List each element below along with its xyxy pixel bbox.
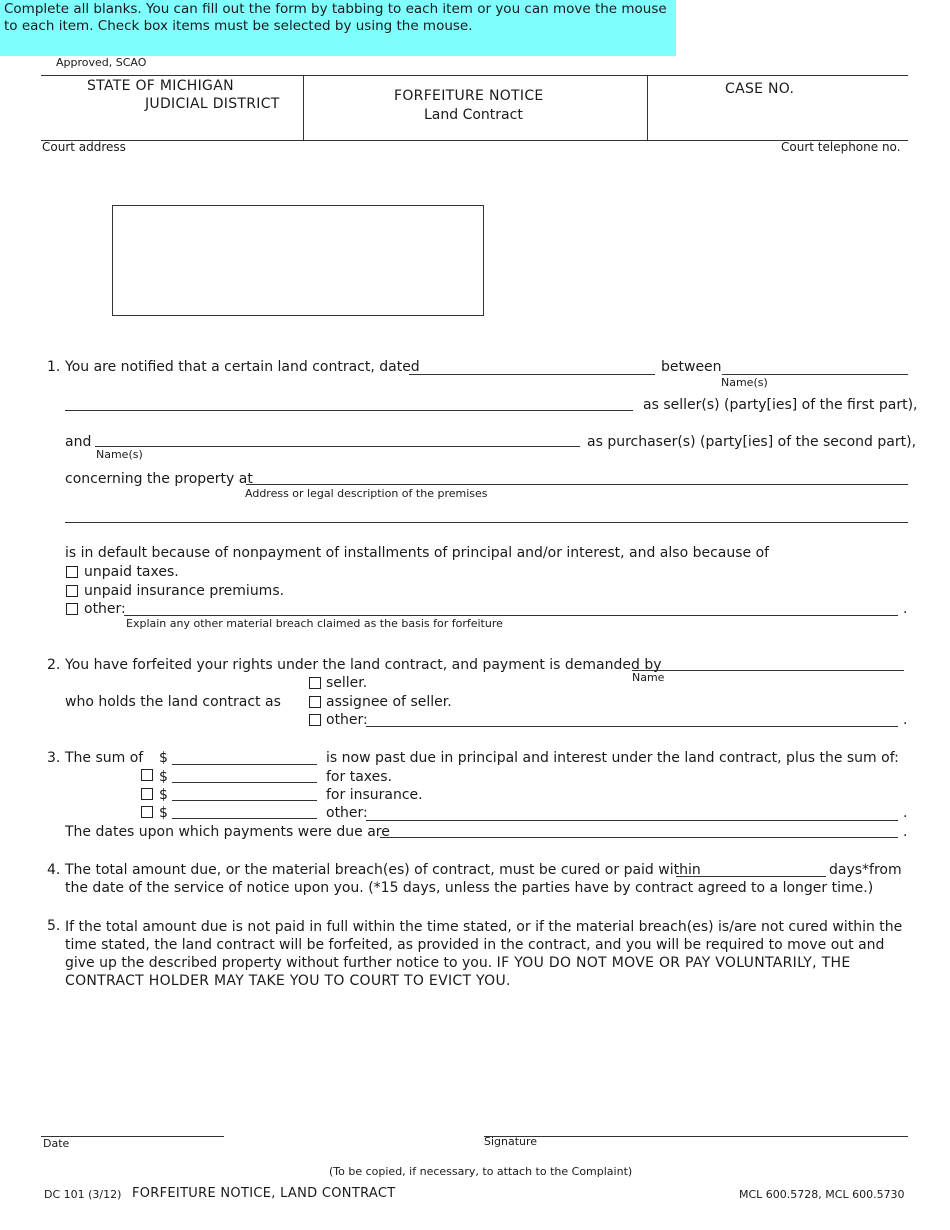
- approved-label: Approved, SCAO: [56, 56, 147, 69]
- for-insurance-label: for insurance.: [326, 787, 423, 803]
- instruction-banner: Complete all blanks. You can fill out the form by tabbing to each item or you can move the mouse to each item. Check box items must be selected by using the mouse.: [0, 0, 676, 56]
- holder-other-label: other:: [326, 712, 368, 728]
- district-label: JUDICIAL DISTRICT: [145, 96, 280, 112]
- other-breach-period: .: [903, 601, 908, 617]
- item2-text: You have forfeited your rights under the land contract, and payment is demanded by: [65, 657, 662, 673]
- default-text: is in default because of nonpayment of installments of principal and/or interest, and also because of: [65, 545, 770, 561]
- taxes-checkbox[interactable]: [141, 769, 153, 781]
- form-subtitle: Land Contract: [424, 107, 523, 123]
- other-amount-checkbox[interactable]: [141, 806, 153, 818]
- dollar-sign-2: $: [159, 769, 168, 785]
- seller-names-field-1[interactable]: [722, 358, 908, 375]
- property-address-field-2[interactable]: [65, 506, 908, 523]
- item1-number: 1.: [47, 359, 61, 375]
- holds-label: who holds the land contract as: [65, 694, 281, 710]
- other-amount-period: .: [903, 805, 908, 821]
- contract-date-field[interactable]: [409, 358, 655, 375]
- holder-assignee-checkbox[interactable]: [309, 696, 321, 708]
- names-caption-2: Name(s): [96, 448, 143, 461]
- unpaid-taxes-label: unpaid taxes.: [84, 564, 179, 580]
- unpaid-insurance-label: unpaid insurance premiums.: [84, 583, 285, 599]
- names-caption-1: Name(s): [721, 376, 768, 389]
- header-divider-left: [303, 75, 304, 140]
- other-breach-field[interactable]: [124, 599, 898, 616]
- unpaid-insurance-checkbox[interactable]: [66, 585, 78, 597]
- taxes-amount-field[interactable]: [172, 766, 317, 783]
- item5-number: 5.: [47, 918, 61, 934]
- signature-line[interactable]: [484, 1136, 908, 1137]
- dates-due-period: .: [903, 824, 908, 840]
- between-label: between: [661, 359, 722, 375]
- item4-text: The total amount due, or the material breach(es) of contract, must be cured or paid within: [65, 862, 701, 878]
- holder-other-period: .: [903, 712, 908, 728]
- dates-due-field[interactable]: [380, 821, 898, 838]
- insurance-amount-field[interactable]: [172, 784, 317, 801]
- property-address-field-1[interactable]: [246, 468, 908, 485]
- purchaser-label: as purchaser(s) (party[ies] of the second part),: [587, 434, 917, 450]
- court-phone-label: Court telephone no.: [781, 140, 901, 154]
- case-no-label: CASE NO.: [725, 81, 795, 97]
- seller-label: as seller(s) (party[ies] of the first part),: [643, 397, 918, 413]
- item5-warning: IF YOU DO NOT MOVE OR PAY VOLUNTARILY, THE CONTRACT HOLDER MAY TAKE YOU TO COURT TO EVICT YOU.: [65, 955, 851, 989]
- item4-line2: the date of the service of notice upon you. (*15 days, unless the parties have by contract agreed to a longer time.): [65, 880, 874, 896]
- header-bottom-rule: [41, 140, 908, 141]
- footer-form-title: FORFEITURE NOTICE, LAND CONTRACT: [132, 1186, 396, 1201]
- item5-text: If the total amount due is not paid in full within the time stated, or if the material breach(es) is/are not cured within the time stated, the land contract will be forfeited, as provided in the contract, and you will be required to move out and give up the described property without further notice to you.: [65, 919, 903, 971]
- dates-due-label: The dates upon which payments were due are: [65, 824, 390, 840]
- copy-note: (To be copied, if necessary, to attach to the Complaint): [329, 1165, 633, 1178]
- for-taxes-label: for taxes.: [326, 769, 392, 785]
- insurance-checkbox[interactable]: [141, 788, 153, 800]
- date-label: Date: [43, 1137, 70, 1150]
- principal-amount-field[interactable]: [172, 748, 317, 765]
- address-caption: Address or legal description of the premises: [245, 487, 488, 500]
- explain-caption: Explain any other material breach claimed as the basis for forfeiture: [126, 617, 503, 630]
- seller-names-field-2[interactable]: [65, 394, 633, 411]
- holder-seller-label: seller.: [326, 675, 368, 691]
- sum-of-label: The sum of: [65, 750, 144, 766]
- holder-assignee-label: assignee of seller.: [326, 694, 452, 710]
- and-label: and: [65, 434, 92, 450]
- other-amount-label: other:: [326, 805, 368, 821]
- other-amount-description-field[interactable]: [366, 804, 898, 821]
- item4-number: 4.: [47, 862, 61, 878]
- days-label: days*from: [829, 862, 902, 878]
- mcl-citation: MCL 600.5728, MCL 600.5730: [739, 1188, 905, 1201]
- item1-intro: You are notified that a certain land contract, dated: [65, 359, 420, 375]
- demanded-by-field[interactable]: [632, 654, 904, 671]
- dollar-sign-3: $: [159, 787, 168, 803]
- item2-number: 2.: [47, 657, 61, 673]
- name-caption: Name: [632, 671, 665, 684]
- other-amount-field[interactable]: [172, 802, 317, 819]
- form-id: DC 101 (3/12): [44, 1188, 122, 1201]
- header-top-rule: [41, 75, 908, 76]
- holder-other-field[interactable]: [366, 710, 898, 727]
- item5-paragraph: [65, 918, 910, 990]
- purchaser-names-field[interactable]: [95, 430, 580, 447]
- signature-label: Signature: [484, 1135, 538, 1148]
- holder-seller-checkbox[interactable]: [309, 677, 321, 689]
- form-title: FORFEITURE NOTICE: [394, 88, 544, 104]
- concerning-label: concerning the property at: [65, 471, 253, 487]
- other-breach-label: other:: [84, 601, 126, 617]
- dollar-sign-4: $: [159, 805, 168, 821]
- recipient-address-box[interactable]: [112, 205, 484, 316]
- holder-other-checkbox[interactable]: [309, 714, 321, 726]
- unpaid-taxes-checkbox[interactable]: [66, 566, 78, 578]
- item3-number: 3.: [47, 750, 61, 766]
- case-no-field[interactable]: [660, 104, 904, 134]
- days-field[interactable]: [676, 860, 826, 877]
- court-address-label: Court address: [42, 140, 126, 154]
- other-breach-checkbox[interactable]: [66, 603, 78, 615]
- header-divider-right: [647, 75, 648, 140]
- state-label: STATE OF MICHIGAN: [87, 78, 234, 94]
- dollar-sign-1: $: [159, 750, 168, 766]
- past-due-text: is now past due in principal and interest under the land contract, plus the sum of:: [326, 750, 899, 766]
